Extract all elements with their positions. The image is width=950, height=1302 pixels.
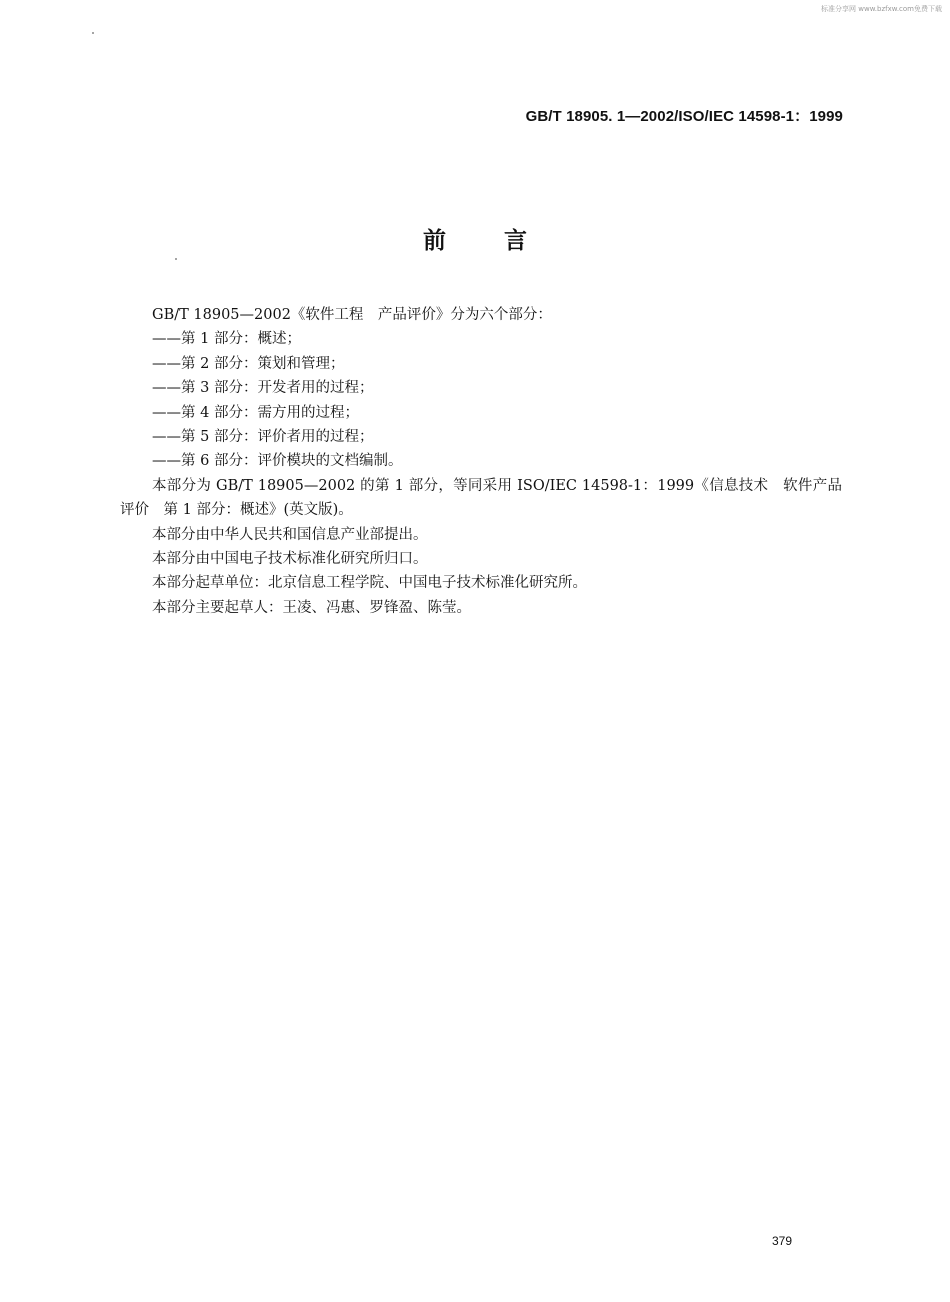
statement-paragraph: 本部分由中国电子技术标准化研究所归口。	[152, 551, 428, 568]
standard-number-header: GB/T 18905. 1—2002/ISO/IEC 14598-1：1999	[525, 108, 843, 125]
statement-paragraph: 本部分由中华人民共和国信息产业部提出。	[152, 526, 428, 543]
list-item: ——第 3 部分：开发者用的过程；	[152, 380, 374, 397]
scan-speck	[175, 258, 177, 260]
page-number: 379	[771, 1234, 792, 1248]
document-body	[120, 303, 842, 620]
list-item: ——第 5 部分：评价者用的过程；	[152, 429, 374, 446]
scan-speck	[92, 32, 94, 34]
list-item: ——第 1 部分：概述；	[152, 331, 301, 348]
adoption-paragraph-line-2: 评价 第 1 部分：概述》(英文版)。	[120, 502, 353, 519]
watermark: 标准分享网 www.bzfxw.com免费下载	[821, 5, 942, 13]
list-item: ——第 4 部分：需方用的过程；	[152, 404, 359, 421]
page-title: 前言	[423, 228, 585, 254]
list-item: ——第 2 部分：策划和管理；	[152, 355, 345, 372]
statement-paragraph: 本部分主要起草人：王凌、冯惠、罗锋盈、陈莹。	[152, 599, 471, 616]
statement-paragraph: 本部分起草单位：北京信息工程学院、中国电子技术标准化研究所。	[152, 575, 587, 592]
intro-paragraph: GB/T 18905—2002《软件工程 产品评价》分为六个部分：	[152, 307, 552, 323]
adoption-paragraph-line-1: 本部分为 GB/T 18905—2002 的第 1 部分，等同采用 ISO/IEC 14598-1：1999《信息技术 软件产品	[152, 477, 842, 494]
list-item: ——第 6 部分：评价模块的文档编制。	[152, 453, 403, 470]
